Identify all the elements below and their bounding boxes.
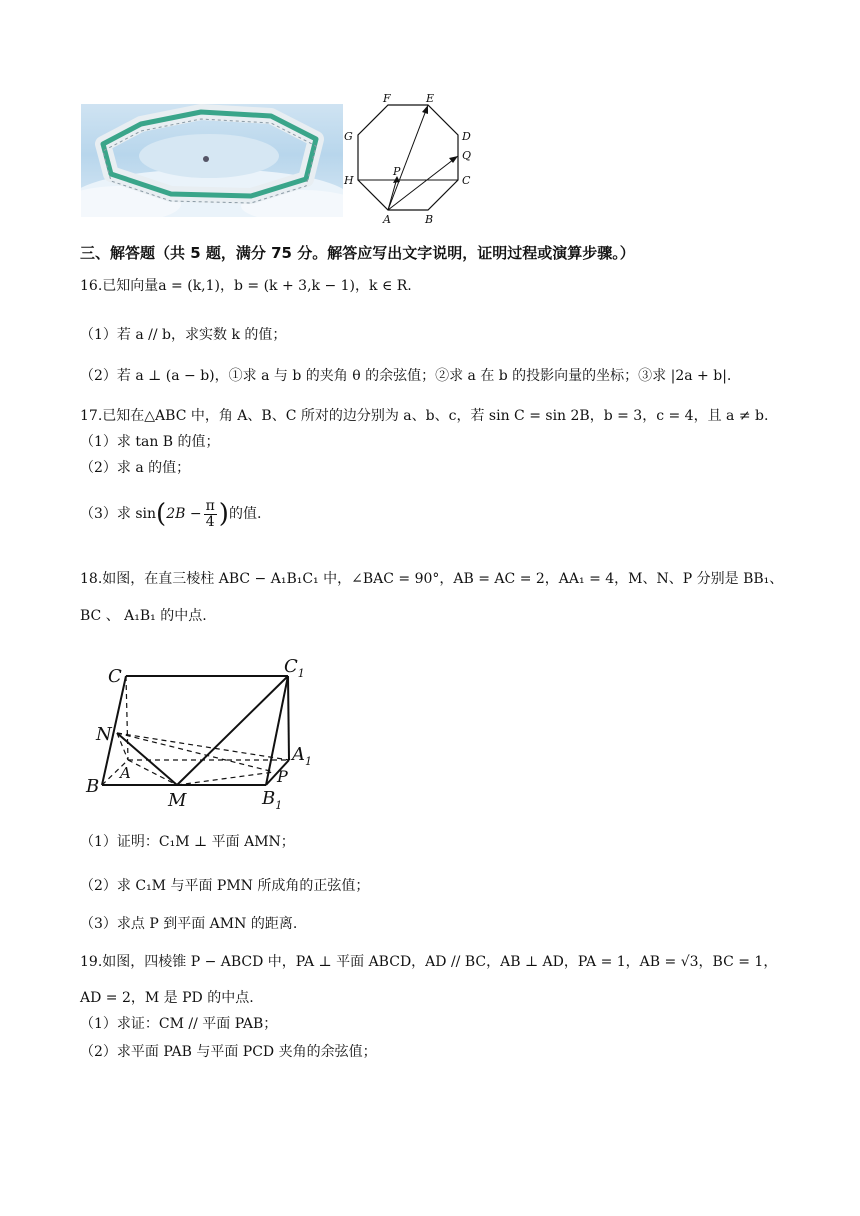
q19-part1: （1）求证：CM // 平面 PAB；: [80, 1016, 278, 1032]
label-F: F: [383, 92, 391, 105]
label-G: G: [344, 130, 353, 143]
prism-label-B1: $B_1$: [262, 788, 283, 810]
q17-part3-inner: 2B −: [166, 506, 202, 522]
q17-part3: （3）求 sin(2B − $\frac{\pi}{4}$ )的值.: [80, 497, 262, 530]
octagon-building-photo: [81, 104, 343, 217]
label-P: P: [393, 165, 401, 178]
label-B: B: [425, 213, 434, 226]
building-illustration: [81, 104, 343, 217]
q18-stem-line2: BC 、 A₁B₁ 的中点.: [80, 608, 207, 624]
label-D: D: [462, 130, 471, 143]
fraction-numerator: π: [205, 497, 215, 514]
q18-part3: （3）求点 P 到平面 AMN 的距离.: [80, 916, 298, 932]
prism-label-M: M: [168, 790, 187, 810]
label-C: C: [462, 174, 471, 187]
prism-label-C: C: [108, 666, 122, 687]
q19-stem-line1: 19.如图，四棱锥 P − ABCD 中，PA ⊥ 平面 ABCD，AD // BC，AB ⊥ AD，PA = 1，AB = √3，BC = 1，: [80, 954, 778, 970]
prism-label-P: P: [277, 767, 288, 786]
q17-part3-prefix: （3）求 sin: [80, 506, 157, 522]
q18-part2: （2）求 C₁M 与平面 PMN 所成角的正弦值；: [80, 878, 370, 894]
q18-part1: （1）证明：C₁M ⊥ 平面 AMN；: [80, 834, 295, 850]
q16-stem: 16.已知向量a = (k,1)，b = (k + 3,k − 1)，k ∈ R.: [80, 278, 412, 294]
q17-part1: （1）求 tan B 的值；: [80, 434, 220, 450]
q16-part1: （1）若 a // b，求实数 k 的值；: [80, 327, 287, 343]
fraction-denominator: 4: [205, 513, 215, 530]
section-heading: 三、解答题（共 5 题，满分 75 分。解答应写出文字说明，证明过程或演算步骤。）: [80, 244, 635, 262]
q16-part2: （2）若 a ⊥ (a − b)，①求 a 与 b 的夹角 θ 的余弦值；②求 a 在 b 的投影向量的坐标；③求 |2a + b|.: [80, 368, 732, 384]
octagon-diagram: [340, 90, 480, 230]
pi-over-four-fraction: [204, 499, 217, 530]
q19-part2: （2）求平面 PAB 与平面 PCD 夹角的余弦值；: [80, 1044, 377, 1060]
prism-diagram: [84, 650, 324, 810]
label-H: H: [344, 174, 354, 187]
q17-part2: （2）求 a 的值；: [80, 460, 191, 476]
q17-stem: 17.已知在△ABC 中，角 A、B、C 所对的边分别为 a、b、c，若 sin C = sin 2B，b = 3，c = 4，且 a ≠ b.: [80, 408, 769, 424]
q19-stem-line2: AD = 2，M 是 PD 的中点.: [80, 990, 254, 1006]
prism-label-B: B: [86, 776, 100, 797]
prism-label-C1: $C_1$: [284, 656, 305, 680]
label-A: A: [383, 213, 391, 226]
prism-label-A1: $A_1$: [292, 744, 312, 768]
label-E: E: [426, 92, 435, 105]
prism-label-N: N: [96, 724, 112, 745]
q18-stem-line1: 18.如图，在直三棱柱 ABC − A₁B₁C₁ 中，∠BAC = 90°，AB = AC = 2，AA₁ = 4，M、N、P 分别是 BB₁、: [80, 571, 784, 587]
q17-part3-suffix: 的值.: [228, 506, 262, 522]
label-Q: Q: [462, 149, 472, 162]
prism-label-A: A: [120, 764, 131, 782]
